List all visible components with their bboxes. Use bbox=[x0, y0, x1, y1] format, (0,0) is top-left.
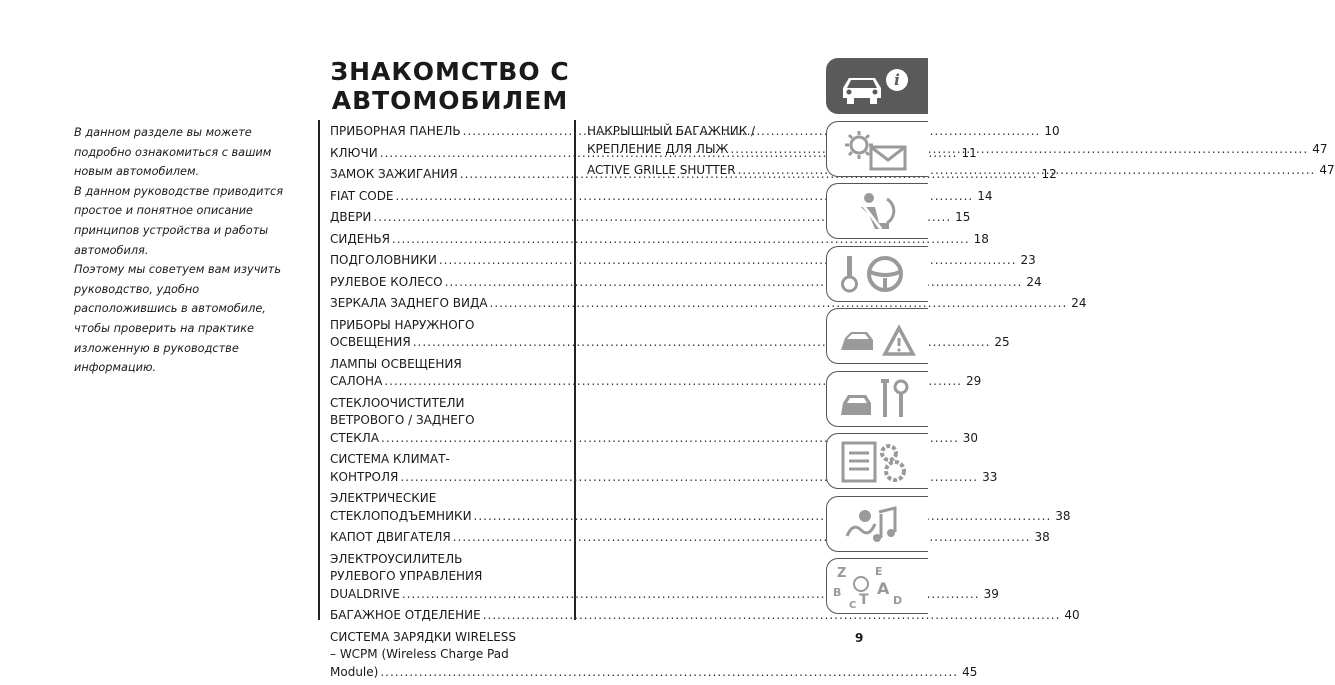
intro-paragraph: В данном разделе вы можете подробно ознакомиться с вашим новым автомобилем. bbox=[74, 126, 272, 179]
toc-entry-title: ACTIVE GRILLE SHUTTER bbox=[587, 163, 736, 177]
svg-text:Z: Z bbox=[837, 566, 847, 581]
svg-text:B: B bbox=[833, 586, 842, 599]
toc-page-number: 38 bbox=[1034, 530, 1050, 544]
toc-page-number: 47 bbox=[1312, 141, 1328, 156]
toc-entry-title: КАПОТ ДВИГАТЕЛЯ bbox=[330, 530, 451, 544]
page-number: 9 bbox=[855, 631, 864, 645]
toc-page-number: 12 bbox=[1041, 167, 1057, 181]
svg-text:i: i bbox=[894, 71, 900, 89]
toc-page-number: 30 bbox=[962, 430, 979, 445]
toc-page-number: 18 bbox=[973, 231, 989, 246]
intro-paragraph: Поэтому мы советуем вам изучить руководство, удобно расположившись в автомобиле, чтобы проверить на практике изложенную в руководстве информацию. bbox=[74, 263, 281, 375]
toc-entry[interactable] bbox=[330, 490, 1071, 525]
section-tab[interactable] bbox=[826, 308, 928, 364]
toc-page-number: 29 bbox=[966, 374, 982, 388]
toc-page-number: 23 bbox=[1020, 253, 1036, 267]
toc-entry[interactable] bbox=[330, 607, 1080, 625]
toc-entry-title-line: СИСТЕМА КЛИМАТ- bbox=[330, 452, 450, 466]
section-tab[interactable] bbox=[826, 121, 928, 177]
toc-entry-title: КРЕПЛЕНИЕ ДЛЯ ЛЫЖ bbox=[587, 141, 729, 156]
toc-page-number: 11 bbox=[961, 145, 977, 160]
toc-entry-title: КОНТРОЛЯ bbox=[330, 469, 399, 484]
toc-entry[interactable] bbox=[330, 209, 971, 227]
toc-entry-title: DUALDRIVE bbox=[330, 586, 400, 601]
svg-text:C: C bbox=[849, 600, 857, 611]
toc-page-number: 40 bbox=[1064, 608, 1080, 622]
intro-text bbox=[74, 123, 304, 378]
svg-text:D: D bbox=[893, 594, 903, 607]
dot-leader bbox=[730, 141, 1308, 159]
section-tab[interactable] bbox=[826, 433, 928, 489]
toc-entry[interactable] bbox=[330, 231, 989, 249]
toc-entry-title-line: ЭЛЕКТРОУСИЛИТЕЛЬ bbox=[330, 551, 463, 566]
toc-page-number: 38 bbox=[1055, 508, 1071, 523]
section-tab[interactable] bbox=[826, 496, 928, 552]
toc-entry[interactable] bbox=[330, 529, 1050, 547]
dot-leader bbox=[380, 664, 958, 682]
toc-entry[interactable] bbox=[330, 188, 993, 206]
dot-leader bbox=[439, 252, 1017, 270]
section-tab[interactable] bbox=[826, 371, 928, 427]
toc-entry-title: КЛЮЧИ bbox=[330, 145, 378, 160]
toc-entry-title-line: ЭЛЕКТРИЧЕСКИЕ bbox=[330, 491, 437, 505]
toc-entry-title-line: ЛАМПЫ ОСВЕЩЕНИЯ bbox=[330, 356, 462, 371]
toc-entry[interactable] bbox=[330, 451, 998, 486]
toc-entry-title-line: СТЕКЛООЧИСТИТЕЛИ bbox=[330, 395, 465, 410]
dot-leader bbox=[445, 274, 1023, 292]
toc-page-number: 33 bbox=[982, 469, 998, 484]
toc-page-number: 24 bbox=[1071, 296, 1087, 310]
toc-entry[interactable] bbox=[330, 356, 982, 391]
toc-entry-title: ЗЕРКАЛА ЗАДНЕГО ВИДА bbox=[330, 296, 488, 310]
toc-page-number: 24 bbox=[1026, 274, 1042, 289]
toc-entry-title: FIAT CODE bbox=[330, 188, 394, 203]
toc-page-number: 39 bbox=[983, 586, 999, 601]
toc-entry-title-line: ВЕТРОВОГО / ЗАДНЕГО bbox=[330, 413, 475, 427]
section-tab[interactable] bbox=[826, 183, 928, 239]
section-tab[interactable] bbox=[826, 558, 928, 614]
toc-entry[interactable] bbox=[330, 395, 979, 448]
toc-entry-title: ПРИБОРНАЯ ПАНЕЛЬ bbox=[330, 124, 461, 138]
toc-entry-title: СИДЕНЬЯ bbox=[330, 231, 390, 246]
toc-entry-title: БАГАЖНОЕ ОТДЕЛЕНИЕ bbox=[330, 608, 481, 622]
toc-entry[interactable] bbox=[330, 317, 1010, 352]
toc-entry-title: САЛОНА bbox=[330, 374, 383, 388]
toc-entry-title-line: РУЛЕВОГО УПРАВЛЕНИЯ bbox=[330, 569, 483, 583]
toc-entry-title-line: ПРИБОРЫ НАРУЖНОГО bbox=[330, 317, 475, 332]
toc-entry-title-line: НАКРЫШНЫЙ БАГАЖНИК / bbox=[587, 124, 756, 138]
toc-entry-title: Module) bbox=[330, 664, 379, 679]
toc-page-number: 45 bbox=[962, 664, 978, 679]
toc-entry-title: ОСВЕЩЕНИЯ bbox=[330, 335, 411, 349]
dot-leader bbox=[474, 508, 1052, 526]
toc-page-number: 14 bbox=[977, 188, 993, 203]
toc-entry[interactable] bbox=[330, 252, 1036, 270]
dot-leader bbox=[453, 529, 1031, 547]
toc-entry-title: РУЛЕВОЕ КОЛЕСО bbox=[330, 274, 443, 289]
column-divider bbox=[318, 120, 320, 620]
toc-entry[interactable] bbox=[330, 295, 1087, 313]
svg-text:E: E bbox=[875, 565, 883, 578]
toc-page-number: 10 bbox=[1044, 124, 1060, 138]
page-title: ЗНАКОМСТВО С АВТОМОБИЛЕМ bbox=[330, 57, 570, 115]
toc-entry-title-line: СИСТЕМА ЗАРЯДКИ WIRELESS bbox=[330, 629, 517, 644]
svg-text:A: A bbox=[877, 579, 890, 598]
dot-leader bbox=[490, 295, 1068, 313]
toc-entry-title-line: – WCPM (Wireless Charge Pad bbox=[330, 647, 509, 661]
section-tab[interactable] bbox=[826, 246, 928, 302]
section-tab[interactable] bbox=[826, 58, 928, 114]
toc-entry-title: ДВЕРИ bbox=[330, 210, 372, 224]
toc-page-number: 15 bbox=[955, 210, 971, 224]
toc-entry-title: ПОДГОЛОВНИКИ bbox=[330, 253, 437, 267]
toc-entry[interactable] bbox=[330, 551, 999, 604]
toc-entry-title: ЗАМОК ЗАЖИГАНИЯ bbox=[330, 167, 458, 181]
intro-paragraph: В данном руководстве приводится простое и понятное описание принципов устройства и работы автомобиля. bbox=[74, 184, 284, 257]
dot-leader bbox=[483, 607, 1061, 625]
toc-entry-title: СТЕКЛА bbox=[330, 430, 380, 445]
toc-entry-title: СТЕКЛОПОДЪЕМНИКИ bbox=[330, 508, 472, 523]
toc-entry[interactable] bbox=[330, 629, 978, 682]
toc-page-number: 47 bbox=[1319, 163, 1335, 177]
dot-leader bbox=[738, 162, 1316, 180]
toc-page-number: 25 bbox=[994, 335, 1010, 349]
toc-entry[interactable] bbox=[330, 274, 1042, 292]
svg-text:T: T bbox=[859, 592, 869, 608]
